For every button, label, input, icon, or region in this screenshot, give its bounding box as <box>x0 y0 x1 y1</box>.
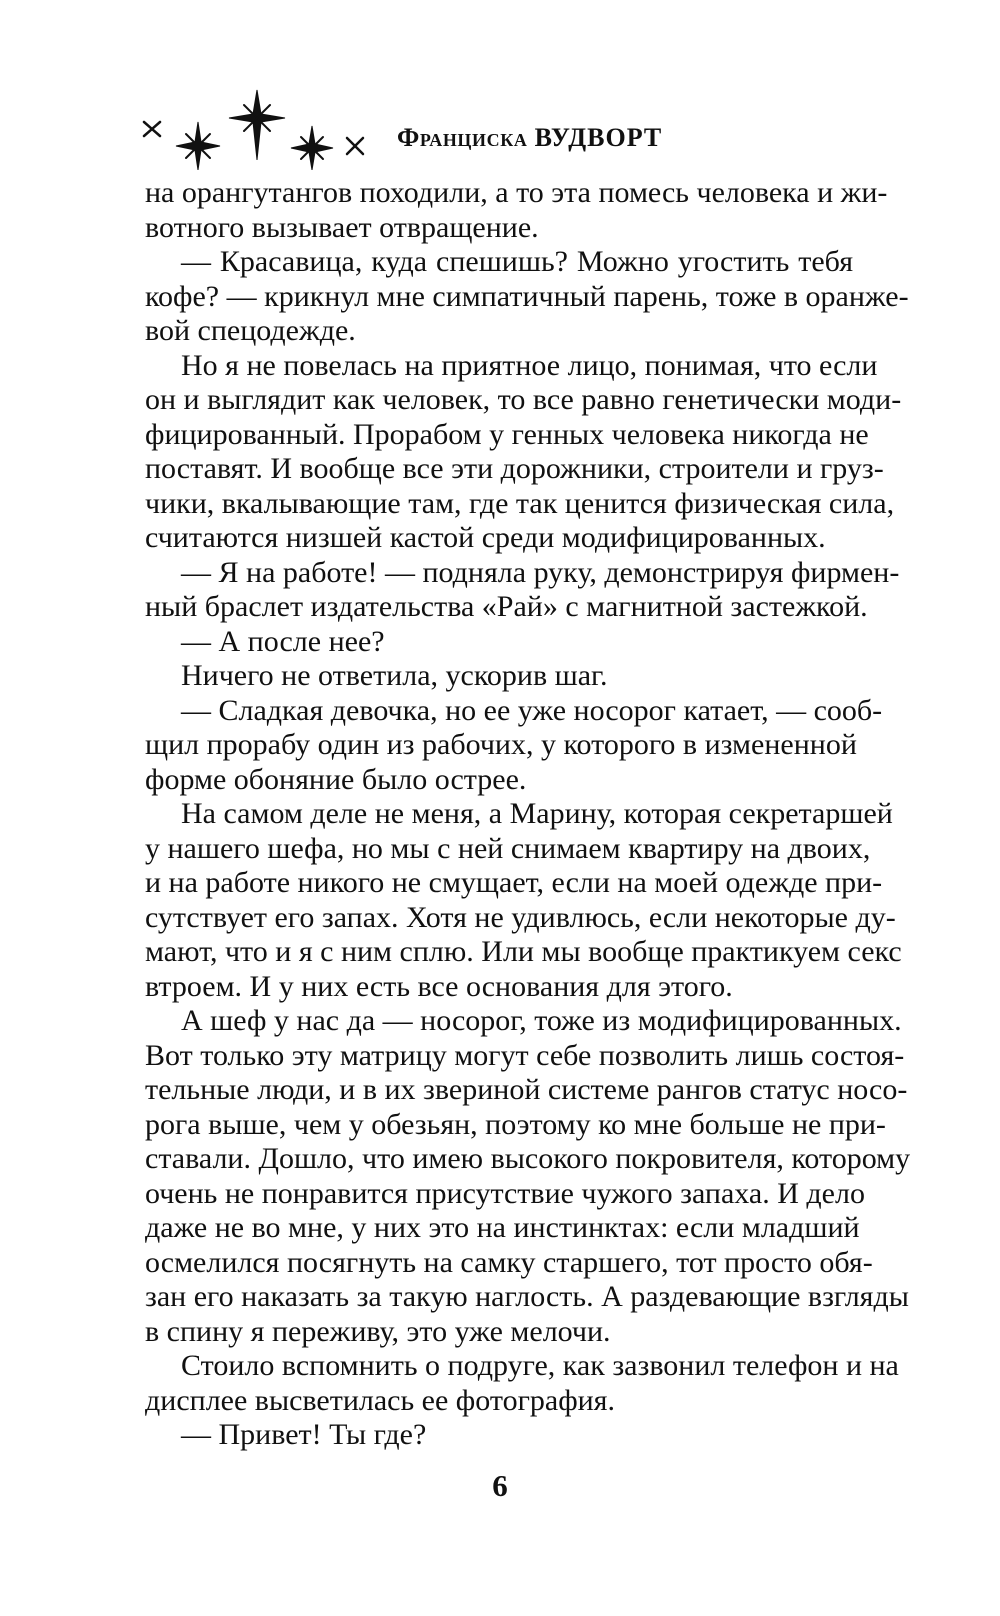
text-line: поставят. И вообще все эти дорожники, строители и груз- <box>145 452 884 485</box>
text-line: втроем. И у них есть все основания для этого. <box>145 969 733 1003</box>
text-line: вой спецодежде. <box>145 314 356 347</box>
text-line: На самом деле не меня, а Марину, которая секретаршей <box>181 797 893 830</box>
text-line: мают, что и я с ним сплю. Или мы вообще практикуем секс <box>145 935 902 968</box>
text-line: тельные люди, и в их звериной системе рангов статус носо- <box>145 1073 908 1106</box>
text-line: ный браслет издательства «Рай» с магнитной застежкой. <box>145 590 868 623</box>
text-line: даже не во мне, у них это на инстинктах: если младший <box>145 1211 860 1244</box>
text-line: и на работе никого не смущает, если на моей одежде при- <box>145 866 883 899</box>
stars-ornament-icon <box>140 84 390 170</box>
small-x-star-icon <box>144 122 160 136</box>
text-line: щил прорабу один из рабочих, у которого в измененной <box>145 728 857 761</box>
text-line: — Красавица, куда спешишь? Можно угостить тебя <box>181 245 853 278</box>
text-line: на орангутангов походили, а то эта помесь человека и жи- <box>145 176 888 209</box>
text-line: чики, вкалывающие там, где так ценится физическая сила, <box>145 486 895 520</box>
text-line: дисплее высветилась ее фотография. <box>145 1383 615 1417</box>
text-line: в спину я переживу, это уже мелочи. <box>145 1314 611 1348</box>
text-line: вотного вызывает отвращение. <box>145 210 539 244</box>
text-line: осмелился посягнуть на самку старшего, тот просто обя- <box>145 1245 873 1279</box>
sparkle-star-icon <box>176 122 220 170</box>
body-text <box>145 176 911 1453</box>
text-line: у нашего шефа, но мы с ней снимаем квартиру на двоих, <box>145 831 871 865</box>
author-first-name: Франциска <box>397 123 528 152</box>
small-x-star-icon <box>347 138 363 154</box>
text-line: Стоило вспомнить о подруге, как зазвонил телефон и на <box>181 1349 899 1382</box>
text-line: — Я на работе! — подняла руку, демонстрируя фирмен- <box>181 555 900 589</box>
author-last-name: ВУДВОРТ <box>534 123 663 152</box>
text-line: Ничего не ответила, ускорив шаг. <box>181 659 608 692</box>
running-header <box>140 84 860 170</box>
text-line: сутствует его запах. Хотя не удивлюсь, если некоторые ду- <box>145 900 896 934</box>
text-line: — Сладкая девочка, но ее уже носорог катает, — сооб- <box>181 693 883 727</box>
large-sparkle-star-icon <box>229 90 285 160</box>
author-name <box>397 125 662 151</box>
text-line: зан его наказать за такую наглость. А раздевающие взгляды <box>145 1280 909 1313</box>
text-line: кофе? — крикнул мне симпатичный парень, тоже в оранже- <box>145 279 909 313</box>
text-line: он и выглядит как человек, то все равно генетически моди- <box>145 383 902 416</box>
text-line: Вот только эту матрицу могут себе позволить лишь состоя- <box>145 1038 905 1072</box>
text-line: рога выше, чем у обезьян, поэтому ко мне больше не при- <box>145 1107 886 1141</box>
text-line: фицированный. Прорабом у генных человека никогда не <box>145 417 869 451</box>
text-line: — Привет! Ты где? <box>181 1418 427 1451</box>
page-number: 6 <box>492 1468 508 1503</box>
text-line: — А после нее? <box>181 624 385 658</box>
text-line: считаются низшей кастой среди модифицированных. <box>145 521 826 554</box>
text-line: Но я не повелась на приятное лицо, понимая, что если <box>181 348 878 382</box>
text-line: А шеф у нас да — носорог, тоже из модифицированных. <box>181 1004 902 1037</box>
sparkle-star-icon <box>291 126 333 170</box>
text-line: очень не понравится присутствие чужого запаха. И дело <box>145 1176 865 1210</box>
text-line: ставали. Дошло, что имею высокого покровителя, которому <box>145 1142 911 1175</box>
text-line: форме обоняние было острее. <box>145 762 527 796</box>
